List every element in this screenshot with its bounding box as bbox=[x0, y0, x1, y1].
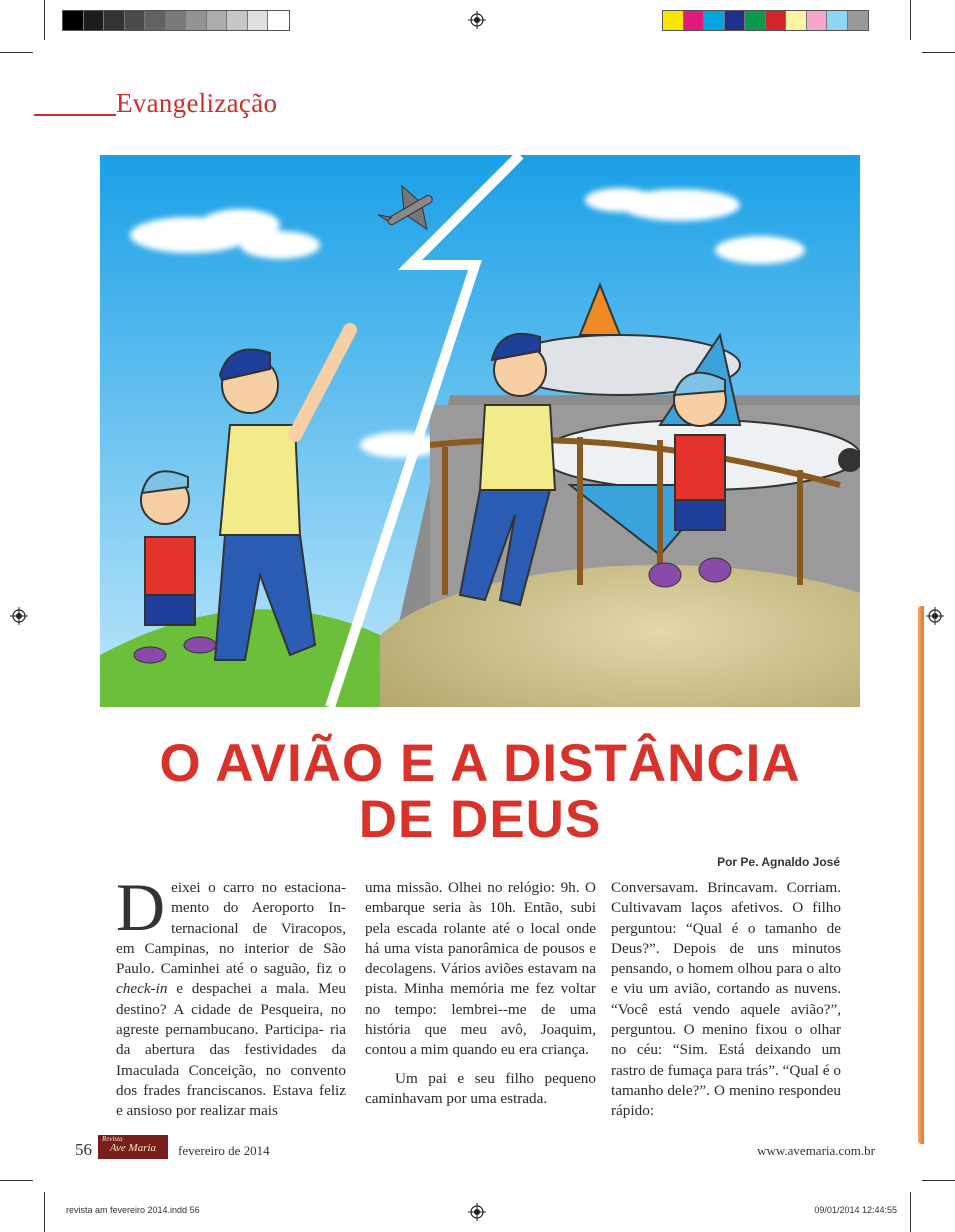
paragraph: Um pai e seu filho pequeno caminhavam por uma estrada. bbox=[365, 1069, 596, 1107]
byline: Por Pe. Agnaldo José bbox=[717, 855, 840, 869]
paragraph-line: ria da abertura das festividades da bbox=[116, 1021, 346, 1059]
section-rule bbox=[34, 114, 116, 116]
slug-file: revista am fevereiro 2014.indd 56 bbox=[66, 1205, 200, 1215]
magazine-logo bbox=[98, 1135, 168, 1159]
side-accent-bar bbox=[918, 606, 924, 1144]
crop-mark bbox=[910, 1192, 911, 1232]
crop-mark bbox=[922, 52, 955, 53]
section-title: Evangelização bbox=[116, 88, 278, 118]
color-bar bbox=[662, 10, 869, 31]
paragraph-line: o bbox=[338, 960, 346, 978]
crop-mark bbox=[0, 52, 33, 53]
italic-term: check-in bbox=[116, 980, 168, 998]
website-link[interactable]: www.avemaria.com.br bbox=[757, 1143, 875, 1158]
paragraph-line: mento do Aeroporto In- bbox=[171, 899, 346, 917]
crop-mark bbox=[44, 1192, 45, 1232]
article-title bbox=[100, 736, 860, 848]
logo-text: Ave Maria bbox=[109, 1142, 157, 1154]
registration-mark-icon bbox=[468, 11, 486, 29]
crop-mark bbox=[44, 0, 45, 40]
crop-mark bbox=[0, 1180, 33, 1181]
paragraph-line: eixei o carro no estaciona- bbox=[171, 879, 346, 896]
paragraph-line: agreste pernambucano. Participa- bbox=[116, 1021, 324, 1039]
paragraph: Conversavam. Brincavam. Corriam. Cultivavam laços afetivos. O filho perguntou: “Qual é o tamanho de Deus?”. Depois de uns minutos pensando, o homem olhou para o alto e viu um avião, cortando as nuvens. “Você está vendo aquele avião?”, perguntou. O menino fixou o olhar no céu: “Sim. Está deixando um rastro de fumaça para trás”. “Qual é o tamanho dele?”. O menino respondeu rápido: bbox=[611, 879, 841, 1120]
crop-mark bbox=[910, 0, 911, 40]
paragraph-line: Paulo. Caminhei até o saguão, fiz bbox=[116, 960, 339, 978]
article-column-2 bbox=[365, 878, 596, 1109]
slug-timestamp: 09/01/2014 12:44:55 bbox=[814, 1205, 897, 1215]
paragraph-line: Imaculada Conceição, no convento bbox=[116, 1061, 346, 1079]
paragraph-line: feliz e ansioso por realizar mais bbox=[116, 1081, 346, 1120]
article-column-3 bbox=[611, 878, 841, 1122]
registration-mark-icon bbox=[468, 1203, 486, 1221]
article-illustration bbox=[100, 155, 860, 707]
registration-mark-icon bbox=[10, 607, 28, 625]
article-title-line1: O AVIÃO E A DISTÂNCIA bbox=[159, 734, 801, 793]
article-column-1 bbox=[116, 869, 346, 1122]
page-number: 56 bbox=[75, 1140, 92, 1159]
paragraph: uma missão. Olhei no relógio: 9h. O embarque seria às 10h. Então, subi pela escada rolante até o local onde há uma vista panorâmica de pousos e decolagens. Vários aviões estavam na pista. Minha memória me fez voltar no tempo: lembrei--me de uma história que meu avô, Joaquim, contou a mim quando eu era criança. bbox=[365, 879, 596, 1059]
drop-cap: D bbox=[116, 869, 166, 945]
paragraph-line: e despachei a mala. Meu bbox=[167, 980, 346, 998]
crop-mark bbox=[922, 1180, 955, 1181]
issue-date: fevereiro de 2014 bbox=[178, 1143, 270, 1158]
paragraph-line: dos frades franciscanos. Estava bbox=[116, 1081, 320, 1099]
paragraph-line: destino? A cidade de Pesqueira, no bbox=[116, 1000, 346, 1018]
paragraph-line: em Campinas, no interior de São bbox=[116, 939, 346, 957]
paragraph-line: ternacional de Viracopos, bbox=[171, 919, 346, 937]
registration-mark-icon bbox=[926, 607, 944, 625]
logo-small-text: Revista bbox=[102, 1135, 123, 1143]
article-title-line2: DE DEUS bbox=[358, 790, 602, 849]
grayscale-bar bbox=[62, 10, 290, 31]
